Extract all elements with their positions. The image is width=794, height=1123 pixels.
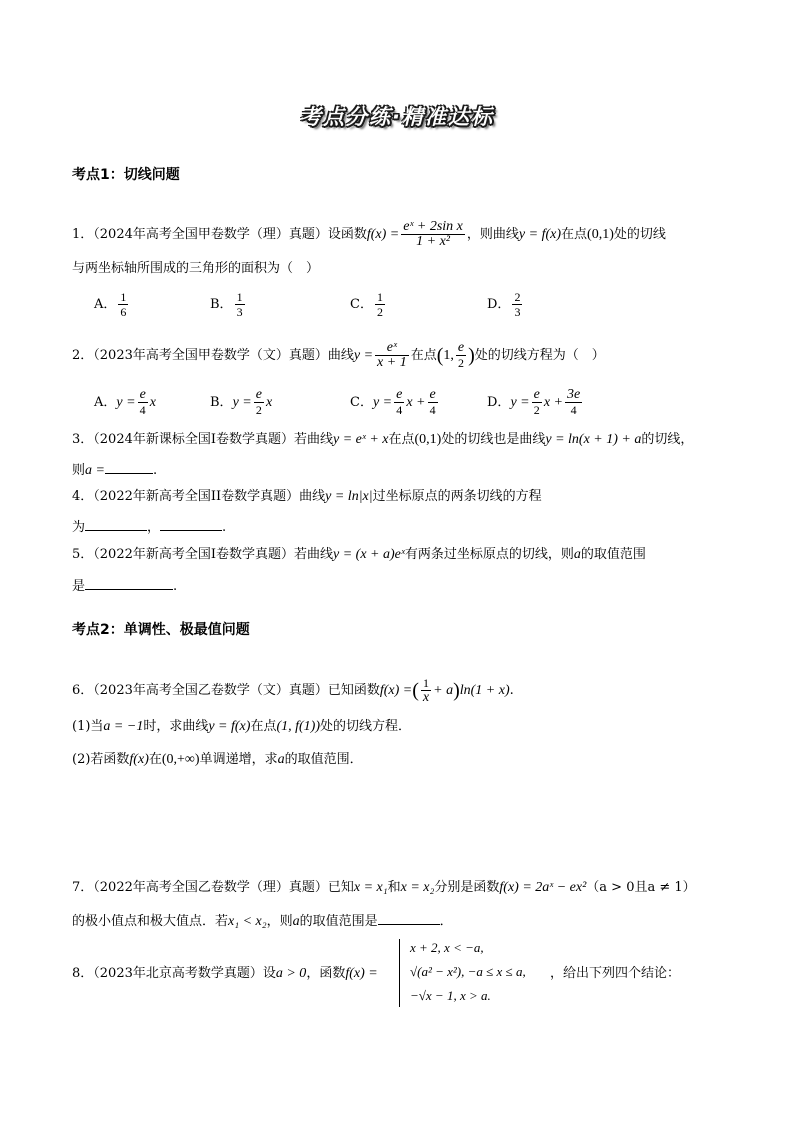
q6-den: x bbox=[422, 690, 430, 705]
option-fraction bbox=[138, 388, 148, 417]
q7-fx: f(x) = 2aˣ − ex² bbox=[499, 880, 587, 895]
q1-option-a[interactable] bbox=[94, 290, 130, 319]
q5-mid: 有两条过坐标原点的切线，则 bbox=[404, 547, 574, 562]
option-fraction bbox=[235, 290, 245, 319]
q6-p1-mid: 时，求曲线 bbox=[143, 719, 209, 734]
question-1 bbox=[72, 220, 666, 249]
question-4 bbox=[72, 487, 542, 507]
option-label: A． bbox=[94, 395, 117, 410]
q2-pt-pre: 在点 bbox=[410, 348, 437, 363]
q8-piece-1: x + 2, x < −a, bbox=[410, 940, 484, 955]
q6-prefix: 6．（2023年高考全国乙卷数学（文）真题）已知函数 bbox=[72, 683, 380, 698]
option-pre: y = bbox=[116, 395, 136, 410]
q2-option-a[interactable] bbox=[94, 388, 156, 417]
q4-end: . bbox=[222, 520, 227, 535]
option-post: x + bbox=[543, 395, 563, 410]
option-den: 3 bbox=[514, 305, 521, 319]
right-paren: ) bbox=[468, 344, 475, 367]
q4-sep: ， bbox=[147, 520, 161, 535]
q6-part-1 bbox=[72, 717, 411, 737]
option-den-2: 4 bbox=[570, 403, 577, 417]
answer-blank-1[interactable] bbox=[85, 516, 147, 531]
question-6 bbox=[72, 676, 514, 705]
option-den-2: 4 bbox=[429, 403, 436, 417]
option-num: e bbox=[139, 387, 146, 402]
option-fraction bbox=[375, 290, 385, 319]
q8-fx: f(x) = bbox=[345, 966, 378, 981]
q3-curve2: y = ln(x + 1) + a bbox=[545, 432, 642, 447]
q6-fx: f(x) = bbox=[379, 683, 413, 698]
option-num-2: e bbox=[429, 387, 436, 402]
q3-prefix: 3．（2024年新课标全国Ⅰ卷数学真题）若曲线 bbox=[72, 432, 333, 447]
q2-fraction bbox=[375, 341, 409, 370]
q6-p2-suffix: 的取值范围． bbox=[284, 752, 363, 767]
q1-den: 1 + x² bbox=[416, 234, 450, 249]
q2-option-c[interactable] bbox=[350, 388, 440, 417]
q7-line2-mid: ，则 bbox=[266, 914, 293, 929]
q3-point: (0,1) bbox=[414, 432, 442, 447]
q7-mid: 分别是函数 bbox=[434, 880, 500, 895]
q5-line2-pre: 是 bbox=[72, 579, 86, 594]
q2-y: y = bbox=[353, 348, 374, 363]
option-num: 1 bbox=[376, 290, 383, 304]
q7-line2-pre: 的极小值点和极大值点．若 bbox=[72, 914, 229, 929]
option-fraction bbox=[532, 388, 542, 417]
q3-suffix: 的切线， bbox=[641, 432, 694, 447]
page-title: 考点分练·精准达标 bbox=[300, 105, 494, 129]
q3-a-eq: a = bbox=[85, 463, 105, 478]
option-label: C． bbox=[350, 395, 373, 410]
option-label: B． bbox=[210, 395, 233, 410]
option-fraction-2 bbox=[565, 388, 582, 417]
option-post: x + bbox=[406, 395, 426, 410]
q7-end: ． bbox=[439, 914, 453, 929]
q2-suffix: 处的切线方程为（ ） bbox=[474, 348, 605, 363]
option-den: 2 bbox=[533, 403, 540, 417]
q6-plus-a: + a bbox=[433, 683, 454, 698]
option-den: 2 bbox=[376, 305, 383, 319]
option-num: e bbox=[396, 387, 403, 402]
q1-curve: y = f(x) bbox=[518, 227, 562, 242]
q6-p2-interval: (0,+∞) bbox=[161, 752, 200, 767]
option-den: 6 bbox=[120, 305, 127, 319]
q7-cond: （a > 0且a ≠ 1） bbox=[586, 880, 696, 895]
q6-fraction bbox=[421, 676, 431, 705]
q4-line2 bbox=[72, 516, 226, 538]
q3-curve1: y = eˣ + x bbox=[333, 432, 389, 447]
q7-line2-post: 的取值范围是 bbox=[299, 914, 378, 929]
q6-p2-a: a bbox=[277, 752, 285, 767]
option-label: D． bbox=[487, 395, 511, 410]
q1-num: eˣ + 2sin x bbox=[403, 219, 463, 234]
q7-and: 和 bbox=[387, 880, 401, 895]
option-num: 1 bbox=[120, 290, 127, 304]
piecewise-brace bbox=[399, 939, 408, 1007]
q3-line2 bbox=[72, 459, 157, 481]
option-fraction bbox=[118, 290, 128, 319]
q8-mid: ，函数 bbox=[306, 966, 346, 981]
q4-suffix: 过坐标原点的两条切线的方程 bbox=[372, 489, 542, 504]
answer-blank[interactable] bbox=[378, 910, 440, 925]
answer-blank[interactable] bbox=[105, 459, 153, 474]
option-pre: y = bbox=[372, 395, 393, 410]
q7-ineq: x₁ < x₂ bbox=[228, 914, 267, 929]
option-label: D． bbox=[487, 297, 511, 312]
option-num-2: 3e bbox=[567, 387, 581, 402]
q8-piece-2: √(a² − x²), −a ≤ x ≤ a, bbox=[410, 964, 526, 979]
answer-blank-2[interactable] bbox=[160, 516, 222, 531]
option-label: C． bbox=[350, 297, 373, 312]
option-den: 2 bbox=[255, 403, 262, 417]
option-label: A． bbox=[94, 297, 117, 312]
q2-pt-num: e bbox=[457, 340, 465, 355]
q5-end: . bbox=[173, 579, 178, 594]
q4-prefix: 4．（2022年新高考全国II卷数学真题）曲线 bbox=[72, 489, 326, 504]
q5-line2 bbox=[72, 575, 177, 597]
q1-point: (0,1) bbox=[587, 227, 614, 242]
question-2 bbox=[72, 341, 605, 370]
q5-prefix: 5．（2022年新高考全国Ⅰ卷数学真题）若曲线 bbox=[72, 547, 333, 562]
q1-fx: f(x) = bbox=[366, 227, 400, 242]
q6-p2-pre: (2)若函数 bbox=[72, 752, 130, 767]
question-8 bbox=[72, 964, 378, 984]
q1-suffix: 处的切线 bbox=[613, 227, 666, 242]
section-heading-2: 考点2：单调性、极最值问题 bbox=[72, 622, 250, 638]
q3-line2-post: . bbox=[152, 463, 158, 478]
q8-piece-3: −√x − 1, x > a. bbox=[410, 988, 491, 1003]
q6-p1-suffix: 处的切线方程． bbox=[320, 719, 412, 734]
option-fraction bbox=[254, 388, 264, 417]
q2-prefix: 2．（2023年高考全国甲卷数学（文）真题）曲线 bbox=[72, 348, 354, 363]
q3-pt-pre: 在点 bbox=[388, 432, 415, 447]
question-7 bbox=[72, 878, 696, 898]
option-num: e bbox=[533, 387, 540, 402]
q1-option-b[interactable] bbox=[210, 290, 247, 319]
q6-p1-pt-pre: 在点 bbox=[250, 719, 277, 734]
q1-prefix: 1．（2024年高考全国甲卷数学（理）真题）设函数 bbox=[72, 227, 367, 242]
q6-p1-a: a = −1 bbox=[103, 719, 144, 734]
q1-mid: ，则曲线 bbox=[466, 227, 519, 242]
q2-den: x + 1 bbox=[377, 355, 407, 370]
q7-a: a bbox=[292, 914, 300, 929]
q6-ln: ln(1 + x) bbox=[459, 683, 510, 698]
option-label: B． bbox=[210, 297, 233, 312]
q6-p2-mid2: 单调递增，求 bbox=[199, 752, 278, 767]
q8-prefix: 8．（2023年北京高考数学真题）设 bbox=[72, 966, 276, 981]
q7-line2 bbox=[72, 910, 453, 932]
q1-line2: 与两坐标轴所围成的三角形的面积为（ ） bbox=[72, 261, 320, 276]
q1-option-d[interactable] bbox=[487, 290, 524, 319]
option-num: 1 bbox=[236, 290, 243, 304]
q3-line2-pre: 则 bbox=[72, 463, 86, 478]
option-fraction bbox=[394, 388, 404, 417]
q5-curve: y = (x + a)eˣ bbox=[333, 547, 405, 562]
question-3 bbox=[72, 430, 693, 450]
q5-suffix: 的取值范围 bbox=[580, 547, 646, 562]
q7-x2: x = x₂ bbox=[400, 880, 435, 895]
q6-p1-point: (1, f(1)) bbox=[276, 719, 320, 734]
option-post: x bbox=[265, 395, 273, 410]
q6-p2-mid: 在 bbox=[148, 752, 162, 767]
q6-end: . bbox=[509, 683, 514, 698]
q2-option-b[interactable] bbox=[210, 388, 272, 417]
q4-line2-pre: 为 bbox=[72, 520, 86, 535]
q6-p2-fx: f(x) bbox=[129, 752, 149, 767]
option-post: x bbox=[149, 395, 156, 410]
q6-part-2 bbox=[72, 750, 363, 770]
q5-a: a bbox=[573, 547, 581, 562]
q4-curve: y = ln|x| bbox=[325, 489, 373, 504]
option-den: 3 bbox=[236, 305, 243, 319]
q3-mid: 处的切线也是曲线 bbox=[441, 432, 546, 447]
q7-x1: x = x₁ bbox=[353, 880, 388, 895]
q8-suffix: ，给出下列四个结论： bbox=[550, 966, 681, 981]
right-paren: ) bbox=[453, 679, 460, 702]
q6-p1-pre: (1)当 bbox=[72, 719, 104, 734]
q6-num: 1 bbox=[421, 676, 431, 691]
option-pre: y = bbox=[510, 395, 530, 410]
option-num: e bbox=[255, 387, 262, 402]
option-den: 4 bbox=[139, 403, 146, 417]
q7-prefix: 7．（2022年高考全国乙卷数学（理）真题）已知 bbox=[72, 880, 354, 895]
q2-pt-den: 2 bbox=[458, 356, 464, 370]
q1-pt-pre: 在点 bbox=[561, 227, 588, 242]
q1-fraction bbox=[401, 220, 465, 249]
option-fraction-2 bbox=[428, 388, 438, 417]
q6-p1-curve: y = f(x) bbox=[208, 719, 251, 734]
option-fraction bbox=[512, 290, 522, 319]
q2-num: eˣ bbox=[375, 341, 409, 356]
option-num: 2 bbox=[514, 290, 521, 304]
q8-cond: a > 0 bbox=[275, 966, 307, 981]
option-pre: y = bbox=[232, 395, 252, 410]
answer-blank[interactable] bbox=[85, 575, 173, 590]
q2-pt-fraction bbox=[456, 341, 466, 370]
option-den: 4 bbox=[396, 403, 403, 417]
section-heading-1: 考点1：切线问题 bbox=[72, 167, 180, 183]
q2-pt-a: 1, bbox=[443, 348, 454, 363]
left-paren: ( bbox=[412, 679, 419, 702]
q1-option-c[interactable] bbox=[350, 290, 387, 319]
question-5 bbox=[72, 545, 646, 565]
q2-option-d[interactable] bbox=[487, 388, 584, 417]
left-paren: ( bbox=[436, 344, 444, 367]
